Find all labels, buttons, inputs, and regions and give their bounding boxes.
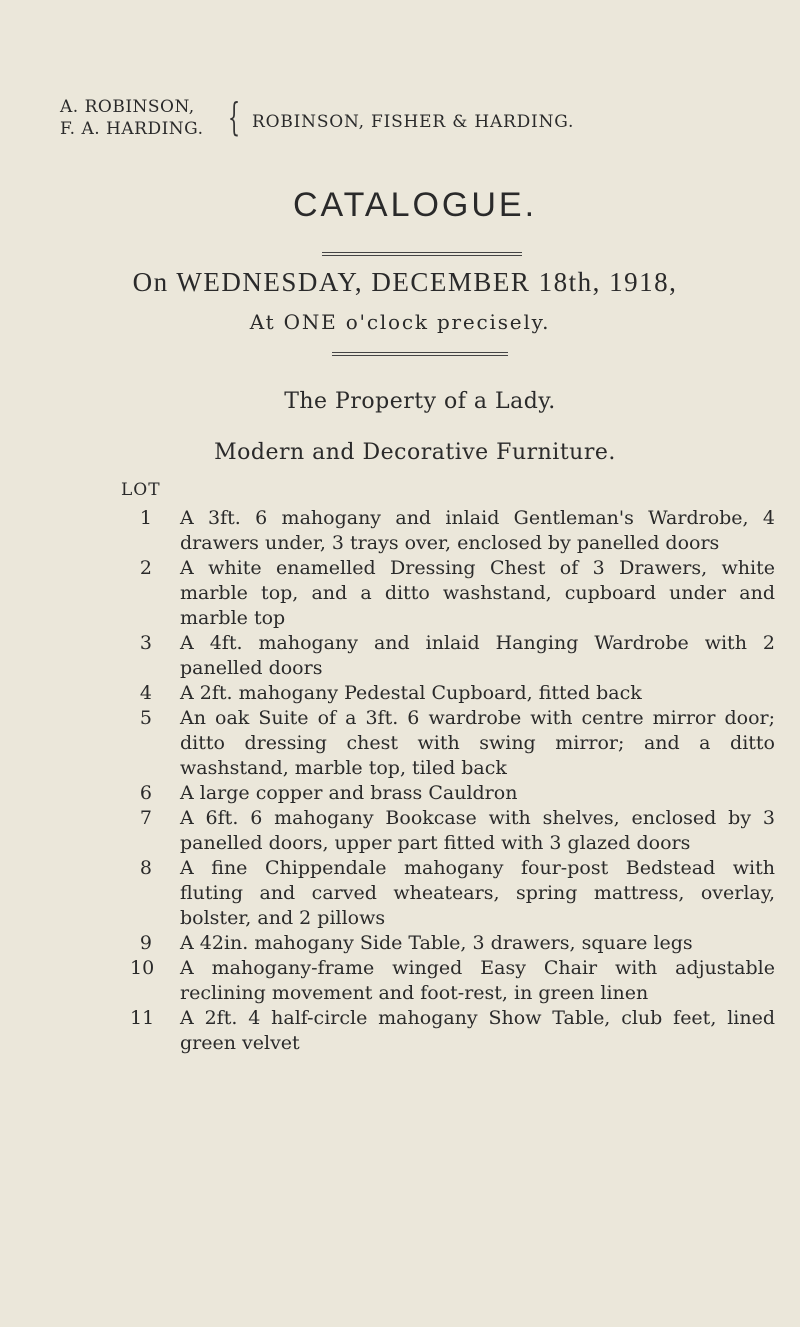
lot-description: A fine Chippendale mahogany four-post Bedstead with fluting and carved wheatears, spring mattress, overlay, bolster, and 2 pillows [180, 857, 775, 929]
lot-number: 7 [139, 807, 152, 829]
firm-name: ROBINSON, FISHER & HARDING. [252, 112, 575, 132]
divider-rule [322, 252, 522, 256]
lot-item [130, 806, 780, 856]
lot-number: 1 [139, 507, 152, 529]
property-heading: The Property of a Lady. [284, 389, 556, 414]
sale-time: At ONE o'clock precisely. [249, 310, 551, 334]
lot-number: 3 [139, 632, 152, 654]
lot-item [130, 706, 780, 781]
lot-number: 5 [139, 707, 152, 729]
partner-name: A. ROBINSON, [60, 97, 195, 117]
lot-number: 4 [139, 682, 152, 704]
lot-number: 10 [130, 957, 155, 979]
lot-item [130, 556, 780, 631]
lot-description: A 3ft. 6 mahogany and inlaid Gentleman's Wardrobe, 4 drawers under, 3 trays over, enclosed by panelled doors [180, 507, 775, 554]
lot-number: 6 [139, 782, 152, 804]
lot-description: A white enamelled Dressing Chest of 3 Drawers, white marble top, and a ditto washstand, cupboard under and marble top [180, 557, 775, 629]
sale-date: On WEDNESDAY, DECEMBER 18th, 1918, [132, 267, 678, 297]
partners-names [60, 96, 204, 140]
lot-number: 8 [139, 857, 152, 879]
section-heading: Modern and Decorative Furniture. [214, 440, 616, 465]
lot-item [130, 681, 780, 706]
lot-item [130, 506, 780, 556]
lot-item [130, 856, 780, 931]
lot-number: 9 [139, 932, 152, 954]
brace-symbol: { [228, 95, 241, 139]
catalogue-title: CATALOGUE. [292, 186, 538, 224]
lot-item [130, 631, 780, 681]
lot-description: A 4ft. mahogany and inlaid Hanging Wardrobe with 2 panelled doors [180, 632, 775, 679]
lot-description: A large copper and brass Cauldron [180, 782, 518, 804]
partner-name: F. A. HARDING. [60, 119, 204, 139]
lot-list [130, 506, 780, 1056]
lot-item [130, 1006, 780, 1056]
lot-description: A mahogany-frame winged Easy Chair with adjustable reclining movement and foot-rest, in green linen [180, 957, 775, 1004]
lot-item [130, 781, 780, 806]
lot-item [130, 956, 780, 1006]
lot-column-label: LOT [121, 480, 161, 500]
lot-description: A 42in. mahogany Side Table, 3 drawers, square legs [180, 932, 693, 954]
lot-description: An oak Suite of a 3ft. 6 wardrobe with centre mirror door; ditto dressing chest with swing mirror; and a ditto washstand, marble top, tiled back [180, 707, 775, 779]
divider-rule [332, 352, 508, 356]
lot-number: 2 [139, 557, 152, 579]
lot-description: A 2ft. 4 half-circle mahogany Show Table, club feet, lined green velvet [180, 1007, 775, 1054]
lot-item [130, 931, 780, 956]
lot-number: 11 [130, 1007, 155, 1029]
lot-description: A 6ft. 6 mahogany Bookcase with shelves, enclosed by 3 panelled doors, upper part fitted with 3 glazed doors [180, 807, 775, 854]
lot-description: A 2ft. mahogany Pedestal Cupboard, fitted back [180, 682, 642, 704]
